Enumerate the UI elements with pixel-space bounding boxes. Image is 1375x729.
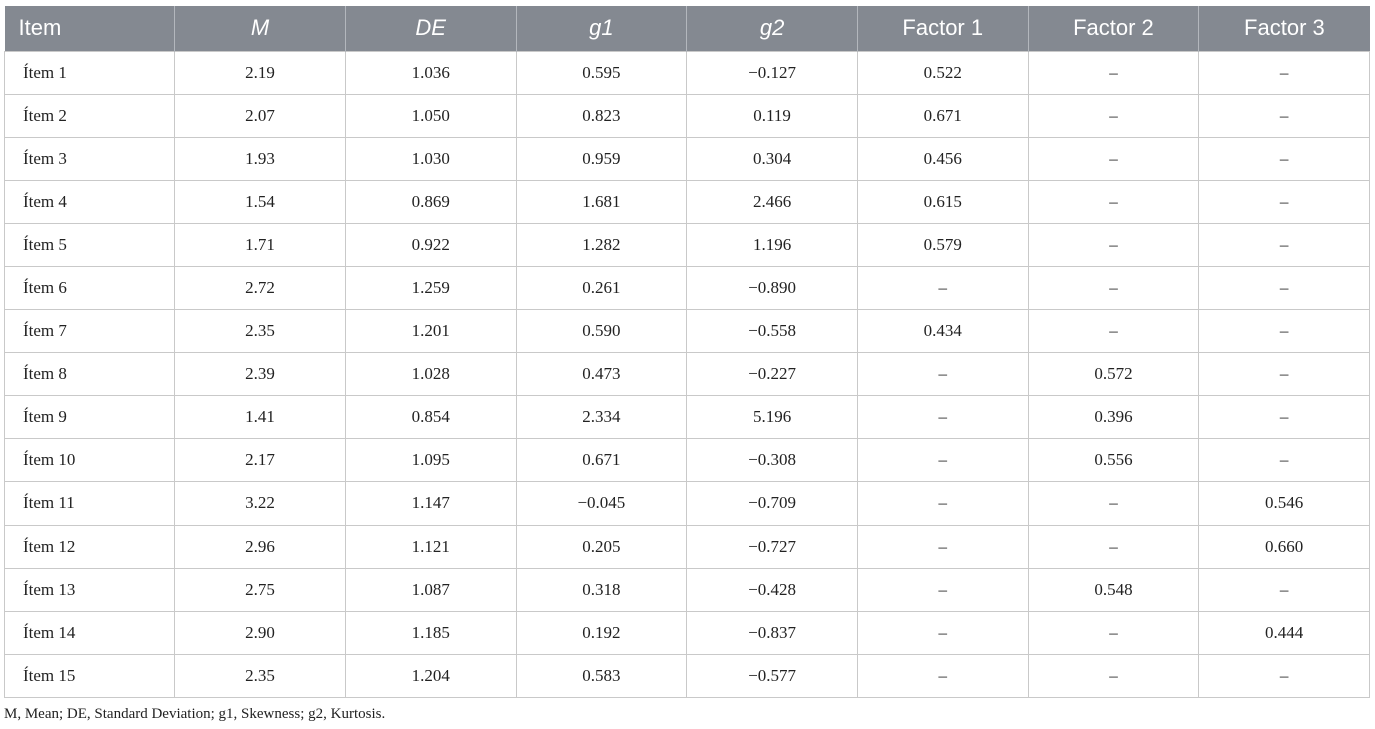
std-dev-cell: 1.095	[345, 439, 516, 482]
std-dev-cell: 0.854	[345, 396, 516, 439]
factor-2-cell: 0.556	[1028, 439, 1199, 482]
mean-cell: 1.54	[175, 180, 346, 223]
std-dev-cell: 1.201	[345, 310, 516, 353]
table-row	[5, 654, 1370, 697]
factor-1-cell: –	[857, 525, 1028, 568]
factor-1-cell: –	[857, 396, 1028, 439]
mean-cell: 3.22	[175, 482, 346, 525]
factor-1-cell: –	[857, 353, 1028, 396]
skewness-cell: 0.590	[516, 310, 687, 353]
kurtosis-cell: 5.196	[687, 396, 858, 439]
kurtosis-cell: 2.466	[687, 180, 858, 223]
item-cell: Ítem 15	[5, 654, 175, 697]
item-cell: Ítem 6	[5, 266, 175, 309]
skewness-cell: 0.205	[516, 525, 687, 568]
header-row	[5, 6, 1370, 51]
kurtosis-cell: −0.837	[687, 611, 858, 654]
skewness-cell: 0.473	[516, 353, 687, 396]
factor-1-cell: –	[857, 266, 1028, 309]
table-row	[5, 94, 1370, 137]
factor-2-cell: –	[1028, 223, 1199, 266]
skewness-cell: 0.959	[516, 137, 687, 180]
mean-cell: 1.71	[175, 223, 346, 266]
std-dev-cell: 1.087	[345, 568, 516, 611]
mean-cell: 2.35	[175, 310, 346, 353]
factor-2-cell: –	[1028, 266, 1199, 309]
factor-2-cell: 0.548	[1028, 568, 1199, 611]
factor-1-cell: 0.522	[857, 51, 1028, 94]
factor-2-cell: –	[1028, 180, 1199, 223]
kurtosis-cell: −0.227	[687, 353, 858, 396]
factor-1-cell: 0.671	[857, 94, 1028, 137]
factor-1-cell: –	[857, 439, 1028, 482]
factor-1-cell: 0.579	[857, 223, 1028, 266]
item-cell: Ítem 14	[5, 611, 175, 654]
factor-3-cell: –	[1199, 353, 1370, 396]
factor-1-cell: –	[857, 611, 1028, 654]
table-row	[5, 266, 1370, 309]
item-cell: Ítem 11	[5, 482, 175, 525]
mean-cell: 1.93	[175, 137, 346, 180]
table-row	[5, 439, 1370, 482]
factor-3-cell: 0.546	[1199, 482, 1370, 525]
skewness-cell: 0.671	[516, 439, 687, 482]
item-cell: Ítem 2	[5, 94, 175, 137]
factor-3-cell: –	[1199, 223, 1370, 266]
kurtosis-cell: −0.558	[687, 310, 858, 353]
item-cell: Ítem 4	[5, 180, 175, 223]
kurtosis-cell: −0.890	[687, 266, 858, 309]
factor-3-cell: –	[1199, 396, 1370, 439]
skewness-cell: 0.595	[516, 51, 687, 94]
mean-cell: 2.07	[175, 94, 346, 137]
item-cell: Ítem 13	[5, 568, 175, 611]
item-cell: Ítem 1	[5, 51, 175, 94]
factor-3-cell: 0.444	[1199, 611, 1370, 654]
table-row	[5, 611, 1370, 654]
factor-3-cell: –	[1199, 439, 1370, 482]
std-dev-cell: 1.028	[345, 353, 516, 396]
std-dev-cell: 1.036	[345, 51, 516, 94]
table-header	[5, 6, 1370, 51]
skewness-cell: 0.583	[516, 654, 687, 697]
item-cell: Ítem 7	[5, 310, 175, 353]
mean-cell: 2.90	[175, 611, 346, 654]
kurtosis-cell: 1.196	[687, 223, 858, 266]
skewness-cell: 1.282	[516, 223, 687, 266]
item-cell: Ítem 9	[5, 396, 175, 439]
header-factor-1: Factor 1	[857, 6, 1028, 51]
statistics-table	[4, 6, 1370, 698]
factor-3-cell: –	[1199, 180, 1370, 223]
header-item: Item	[5, 6, 175, 51]
mean-cell: 2.72	[175, 266, 346, 309]
item-cell: Ítem 10	[5, 439, 175, 482]
kurtosis-cell: −0.127	[687, 51, 858, 94]
mean-cell: 2.19	[175, 51, 346, 94]
factor-3-cell: –	[1199, 266, 1370, 309]
kurtosis-cell: −0.727	[687, 525, 858, 568]
std-dev-cell: 0.869	[345, 180, 516, 223]
table-row	[5, 223, 1370, 266]
header-kurtosis: g2	[687, 6, 858, 51]
std-dev-cell: 0.922	[345, 223, 516, 266]
kurtosis-cell: −0.577	[687, 654, 858, 697]
kurtosis-cell: 0.304	[687, 137, 858, 180]
factor-2-cell: –	[1028, 310, 1199, 353]
factor-2-cell: –	[1028, 51, 1199, 94]
factor-3-cell: –	[1199, 51, 1370, 94]
skewness-cell: 2.334	[516, 396, 687, 439]
item-cell: Ítem 3	[5, 137, 175, 180]
factor-2-cell: 0.396	[1028, 396, 1199, 439]
header-std-dev: DE	[345, 6, 516, 51]
std-dev-cell: 1.147	[345, 482, 516, 525]
factor-2-cell: –	[1028, 654, 1199, 697]
skewness-cell: 0.261	[516, 266, 687, 309]
std-dev-cell: 1.204	[345, 654, 516, 697]
std-dev-cell: 1.030	[345, 137, 516, 180]
factor-3-cell: 0.660	[1199, 525, 1370, 568]
factor-1-cell: –	[857, 482, 1028, 525]
mean-cell: 2.17	[175, 439, 346, 482]
skewness-cell: 0.192	[516, 611, 687, 654]
skewness-cell: 1.681	[516, 180, 687, 223]
header-factor-3: Factor 3	[1244, 15, 1325, 41]
table-row	[5, 568, 1370, 611]
std-dev-cell: 1.050	[345, 94, 516, 137]
factor-1-cell: 0.615	[857, 180, 1028, 223]
item-cell: Ítem 5	[5, 223, 175, 266]
std-dev-cell: 1.121	[345, 525, 516, 568]
table-row	[5, 137, 1370, 180]
table-footnote: M, Mean; DE, Standard Deviation; g1, Skewness; g2, Kurtosis.	[4, 706, 386, 722]
skewness-cell: −0.045	[516, 482, 687, 525]
header-mean: M	[175, 6, 346, 51]
table-row	[5, 353, 1370, 396]
factor-3-cell: –	[1199, 137, 1370, 180]
factor-1-cell: –	[857, 654, 1028, 697]
kurtosis-cell: −0.428	[687, 568, 858, 611]
skewness-cell: 0.318	[516, 568, 687, 611]
table-row	[5, 310, 1370, 353]
item-cell: Ítem 8	[5, 353, 175, 396]
factor-3-cell: –	[1199, 94, 1370, 137]
table-row	[5, 180, 1370, 223]
factor-3-cell: –	[1199, 568, 1370, 611]
factor-1-cell: 0.434	[857, 310, 1028, 353]
std-dev-cell: 1.185	[345, 611, 516, 654]
mean-cell: 2.35	[175, 654, 346, 697]
table-row	[5, 396, 1370, 439]
table-row	[5, 51, 1370, 94]
factor-2-cell: –	[1028, 137, 1199, 180]
factor-2-cell: 0.572	[1028, 353, 1199, 396]
table-row	[5, 525, 1370, 568]
factor-1-cell: –	[857, 568, 1028, 611]
kurtosis-cell: 0.119	[687, 94, 858, 137]
item-cell: Ítem 12	[5, 525, 175, 568]
mean-cell: 1.41	[175, 396, 346, 439]
header-skewness: g1	[516, 6, 687, 51]
kurtosis-cell: −0.308	[687, 439, 858, 482]
table-row	[5, 482, 1370, 525]
std-dev-cell: 1.259	[345, 266, 516, 309]
mean-cell: 2.39	[175, 353, 346, 396]
mean-cell: 2.96	[175, 525, 346, 568]
factor-2-cell: –	[1028, 94, 1199, 137]
skewness-cell: 0.823	[516, 94, 687, 137]
mean-cell: 2.75	[175, 568, 346, 611]
header-factor-2: Factor 2	[1028, 6, 1199, 51]
factor-3-cell: –	[1199, 654, 1370, 697]
factor-1-cell: 0.456	[857, 137, 1028, 180]
table-body	[5, 51, 1370, 697]
factor-3-cell: –	[1199, 310, 1370, 353]
factor-2-cell: –	[1028, 611, 1199, 654]
factor-2-cell: –	[1028, 482, 1199, 525]
kurtosis-cell: −0.709	[687, 482, 858, 525]
factor-2-cell: –	[1028, 525, 1199, 568]
